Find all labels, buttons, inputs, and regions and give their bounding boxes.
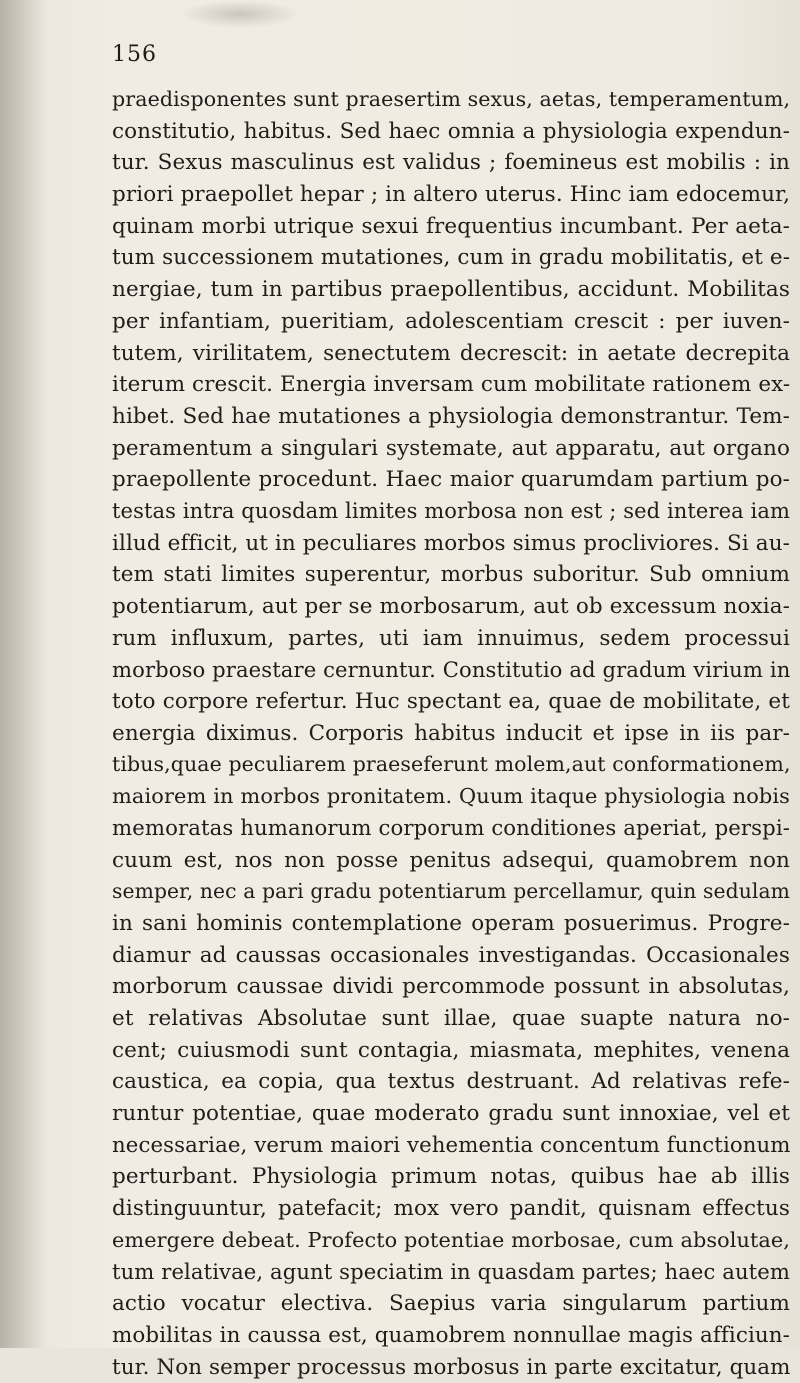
text-line: hibet. Sed hae mutationes a physiologia demonstrantur. Tem- <box>112 401 790 433</box>
text-line: constitutio, habitus. Sed haec omnia a physiologia expendun- <box>112 116 790 148</box>
text-line: actio vocatur electiva. Saepius varia singularum partium <box>112 1288 790 1320</box>
binding-shadow <box>0 0 48 1348</box>
text-line: tem stati limites superentur, morbus suboritur. Sub omnium <box>112 559 790 591</box>
text-line: memoratas humanorum corporum conditiones aperiat, perspi- <box>112 813 790 845</box>
text-line: runtur potentiae, quae moderato gradu sunt innoxiae, vel et <box>112 1098 790 1130</box>
text-line: praedisponentes sunt praesertim sexus, aetas, temperamentum, <box>112 84 790 116</box>
text-line: priori praepollet hepar ; in altero uterus. Hinc iam edocemur, <box>112 179 790 211</box>
text-line: semper, nec a pari gradu potentiarum percellamur, quin sedulam <box>112 876 790 908</box>
text-line: energia diximus. Corporis habitus inducit et ipse in iis par- <box>112 718 790 750</box>
text-line: cuum est, nos non posse penitus adsequi, quamobrem non <box>112 845 790 877</box>
text-line: distinguuntur, patefacit; mox vero pandit, quisnam effectus <box>112 1193 790 1225</box>
text-line: praepollente procedunt. Haec maior quarumdam partium po- <box>112 464 790 496</box>
text-line: emergere debeat. Profecto potentiae morbosae, cum absolutae, <box>112 1225 790 1257</box>
body-text <box>112 84 790 1383</box>
text-line: diamur ad caussas occasionales investigandas. Occasionales <box>112 940 790 972</box>
page-number: 156 <box>112 42 157 67</box>
text-line: illud efficit, ut in peculiares morbos simus procliviores. Si au- <box>112 528 790 560</box>
text-line: morboso praestare cernuntur. Constitutio ad gradum virium in <box>112 654 790 686</box>
text-line: et relativas Absolutae sunt illae, quae suapte natura no- <box>112 1003 790 1035</box>
text-line: tum successionem mutationes, cum in gradu mobilitatis, et e- <box>112 242 790 274</box>
text-line: morborum caussae dividi percommode possunt in absolutas, <box>112 971 790 1003</box>
text-line: quinam morbi utrique sexui frequentius incumbant. Per aeta- <box>112 211 790 243</box>
text-line: potentiarum, aut per se morbosarum, aut ob excessum noxia- <box>112 591 790 623</box>
text-line: nergiae, tum in partibus praepollentibus, accidunt. Mobilitas <box>112 274 790 306</box>
text-line: toto corpore refertur. Huc spectant ea, quae de mobilitate, et <box>112 686 790 718</box>
text-line: cent; cuiusmodi sunt contagia, miasmata, mephites, venena <box>112 1035 790 1067</box>
text-line: iterum crescit. Energia inversam cum mobilitate rationem ex- <box>112 369 790 401</box>
text-line: necessariae, verum maiori vehementia concentum functionum <box>112 1130 790 1162</box>
text-line: maiorem in morbos pronitatem. Quum itaque physiologia nobis <box>112 781 790 813</box>
text-line: in sani hominis contemplatione operam posuerimus. Progre- <box>112 908 790 940</box>
text-line: tutem, virilitatem, senectutem decrescit: in aetate decrepita <box>112 338 790 370</box>
text-line: tur. Non semper processus morbosus in parte excitatur, quam <box>112 1352 790 1383</box>
text-line: peramentum a singulari systemate, aut apparatu, aut organo <box>112 433 790 465</box>
text-line: testas intra quosdam limites morbosa non est ; sed interea iam <box>112 496 790 528</box>
text-line: tur. Sexus masculinus est validus ; foemineus est mobilis : in <box>112 147 790 179</box>
text-line: mobilitas in caussa est, quamobrem nonnullae magis afficiun- <box>112 1320 790 1352</box>
print-smudge <box>180 0 300 28</box>
text-line: tibus,quae peculiarem praeseferunt molem,aut conformationem, <box>112 749 790 781</box>
text-line: per infantiam, pueritiam, adolescentiam crescit : per iuven- <box>112 306 790 338</box>
text-line: caustica, ea copia, qua textus destruant. Ad relativas refe- <box>112 1066 790 1098</box>
text-line: tum relativae, agunt speciatim in quasdam partes; haec autem <box>112 1256 790 1288</box>
text-line: perturbant. Physiologia primum notas, quibus hae ab illis <box>112 1161 790 1193</box>
text-line: rum influxum, partes, uti iam innuimus, sedem processui <box>112 623 790 655</box>
